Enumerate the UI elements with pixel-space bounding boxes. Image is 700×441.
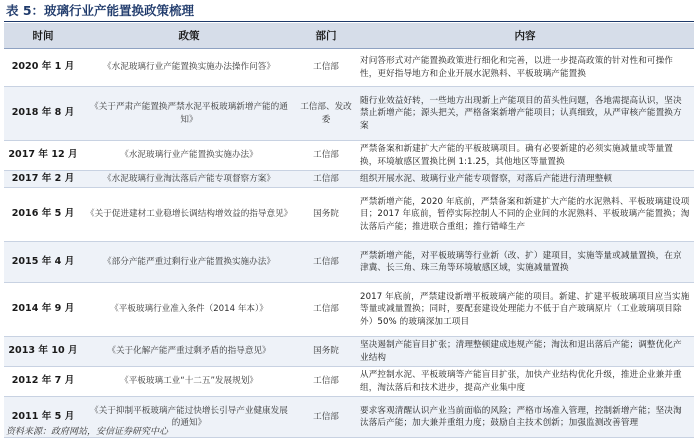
- row-policy: 《平板玻璃工业“十二五”发展规划》: [82, 367, 296, 397]
- header-time: 时间: [4, 23, 82, 49]
- table-row: [4, 87, 694, 141]
- source-note: 资料来源：政府网站，安信证券研究中心: [6, 427, 169, 437]
- row-time: 2017 年 12 月: [4, 141, 82, 171]
- row-dept: 国务院: [296, 188, 356, 242]
- row-content: 2017 年底前，严禁建设新增平板玻璃产能的项目。新建、扩建平板玻璃项目应当实施等量或减量置换；同时，要配套建设处理能力不低于自产玻璃原片（工业玻璃项目除外）50% 的玻璃深加工项目: [356, 283, 694, 337]
- row-policy: 《平板玻璃行业准入条件（2014 年本）》: [82, 283, 296, 337]
- row-policy: 《部分产能严重过剩行业产能置换实施办法》: [82, 242, 296, 283]
- row-policy: 《关于严肃产能置换严禁水泥平板玻璃新增产能的通知》: [82, 87, 296, 141]
- row-content: 从严控制水泥、平板玻璃等产能盲目扩张，加快产业结构优化升级，推进企业兼并重组，淘汰落后和技术进步，提高产业集中度: [356, 367, 694, 397]
- table-row: [4, 188, 694, 242]
- row-content: 组织开展水泥、玻璃行业产能专项督察，对落后产能进行清理整顿: [356, 171, 694, 188]
- row-policy: 《水泥玻璃行业产能置换实施办法》: [82, 141, 296, 171]
- header-dept: 部门: [296, 23, 356, 49]
- row-content: 严禁备案和新建扩大产能的平板玻璃项目。确有必要新建的必须实施减量或等量置换，环境敏感区置换比例 1:1.25，其他地区等量置换: [356, 141, 694, 171]
- row-time: 2014 年 9 月: [4, 283, 82, 337]
- row-dept: 工信部: [296, 397, 356, 438]
- table-title: 表 5：玻璃行业产能置换政策梳理: [6, 3, 195, 18]
- table-row: [4, 49, 694, 87]
- row-content: 对问答形式对产能置换政策进行细化和完善，以进一步提高政策的针对性和可操作性，更好指导地方和企业开展水泥熟料、平板玻璃产能置换: [356, 49, 694, 87]
- row-dept: 工信部: [296, 367, 356, 397]
- row-policy: 《水泥玻璃行业产能置换实施办法操作问答》: [82, 49, 296, 87]
- row-dept: 工信部: [296, 283, 356, 337]
- table-row: [4, 283, 694, 337]
- table-row: [4, 337, 694, 367]
- row-content: 严禁新增产能，对平板玻璃等行业新（改、扩）建项目，实施等量或减量置换，在京津冀、长三角、珠三角等环境敏感区域，实施减量置换: [356, 242, 694, 283]
- row-dept: 工信部: [296, 141, 356, 171]
- header-content: 内容: [356, 23, 694, 49]
- row-dept: 工信部: [296, 171, 356, 188]
- row-time: 2020 年 1 月: [4, 49, 82, 87]
- title-divider: [4, 21, 694, 22]
- row-dept: 国务院: [296, 337, 356, 367]
- row-time: 2016 年 5 月: [4, 188, 82, 242]
- row-policy: 《水泥玻璃行业淘汰落后产能专项督察方案》: [82, 171, 296, 188]
- row-time: 2012 年 7 月: [4, 367, 82, 397]
- table-header-row: [4, 23, 694, 49]
- row-time: 2015 年 4 月: [4, 242, 82, 283]
- policy-table: [4, 23, 694, 438]
- table-row: [4, 171, 694, 188]
- row-content: 严禁新增产能，2020 年底前，严禁备案和新建扩大产能的水泥熟料、平板玻璃建设项目；2017 年底前，暂停实际控制人不同的企业间的水泥熟料、平板玻璃产能置换；淘汰落后产能；推进联合重组；推行错峰生产: [356, 188, 694, 242]
- row-content: 随行业效益好转，一些地方出现新上产能项目的苗头性问题，各地需提高认识，坚决禁止新增产能；源头把关，严格备案新增产能项目；认真细致，从严审核产能置换方案: [356, 87, 694, 141]
- row-policy: 《关于促进建材工业稳增长调结构增效益的指导意见》: [82, 188, 296, 242]
- header-policy: 政策: [82, 23, 296, 49]
- table-row: [4, 141, 694, 171]
- row-dept: 工信部: [296, 242, 356, 283]
- row-policy: 《关于抑制平板玻璃产能过快增长引导产业健康发展的通知》: [82, 397, 296, 438]
- table-row: [4, 367, 694, 397]
- row-policy: 《关于化解产能严重过剩矛盾的指导意见》: [82, 337, 296, 367]
- table-row: [4, 242, 694, 283]
- row-content: 要求客观清醒认识产业当前面临的风险；严格市场准入管理，控制新增产能；坚决淘汰落后产能；加大兼并重组力度；鼓励自主技术创新；加强监测改善管理: [356, 397, 694, 438]
- row-time: 2018 年 8 月: [4, 87, 82, 141]
- row-time: 2017 年 2 月: [4, 171, 82, 188]
- row-dept: 工信部、发改委: [296, 87, 356, 141]
- row-time: 2011 年 5 月: [4, 397, 82, 438]
- row-content: 坚决遏制产能盲目扩张；清理整顿建成违规产能；淘汰和退出落后产能；调整优化产业结构: [356, 337, 694, 367]
- row-dept: 工信部: [296, 49, 356, 87]
- row-time: 2013 年 10 月: [4, 337, 82, 367]
